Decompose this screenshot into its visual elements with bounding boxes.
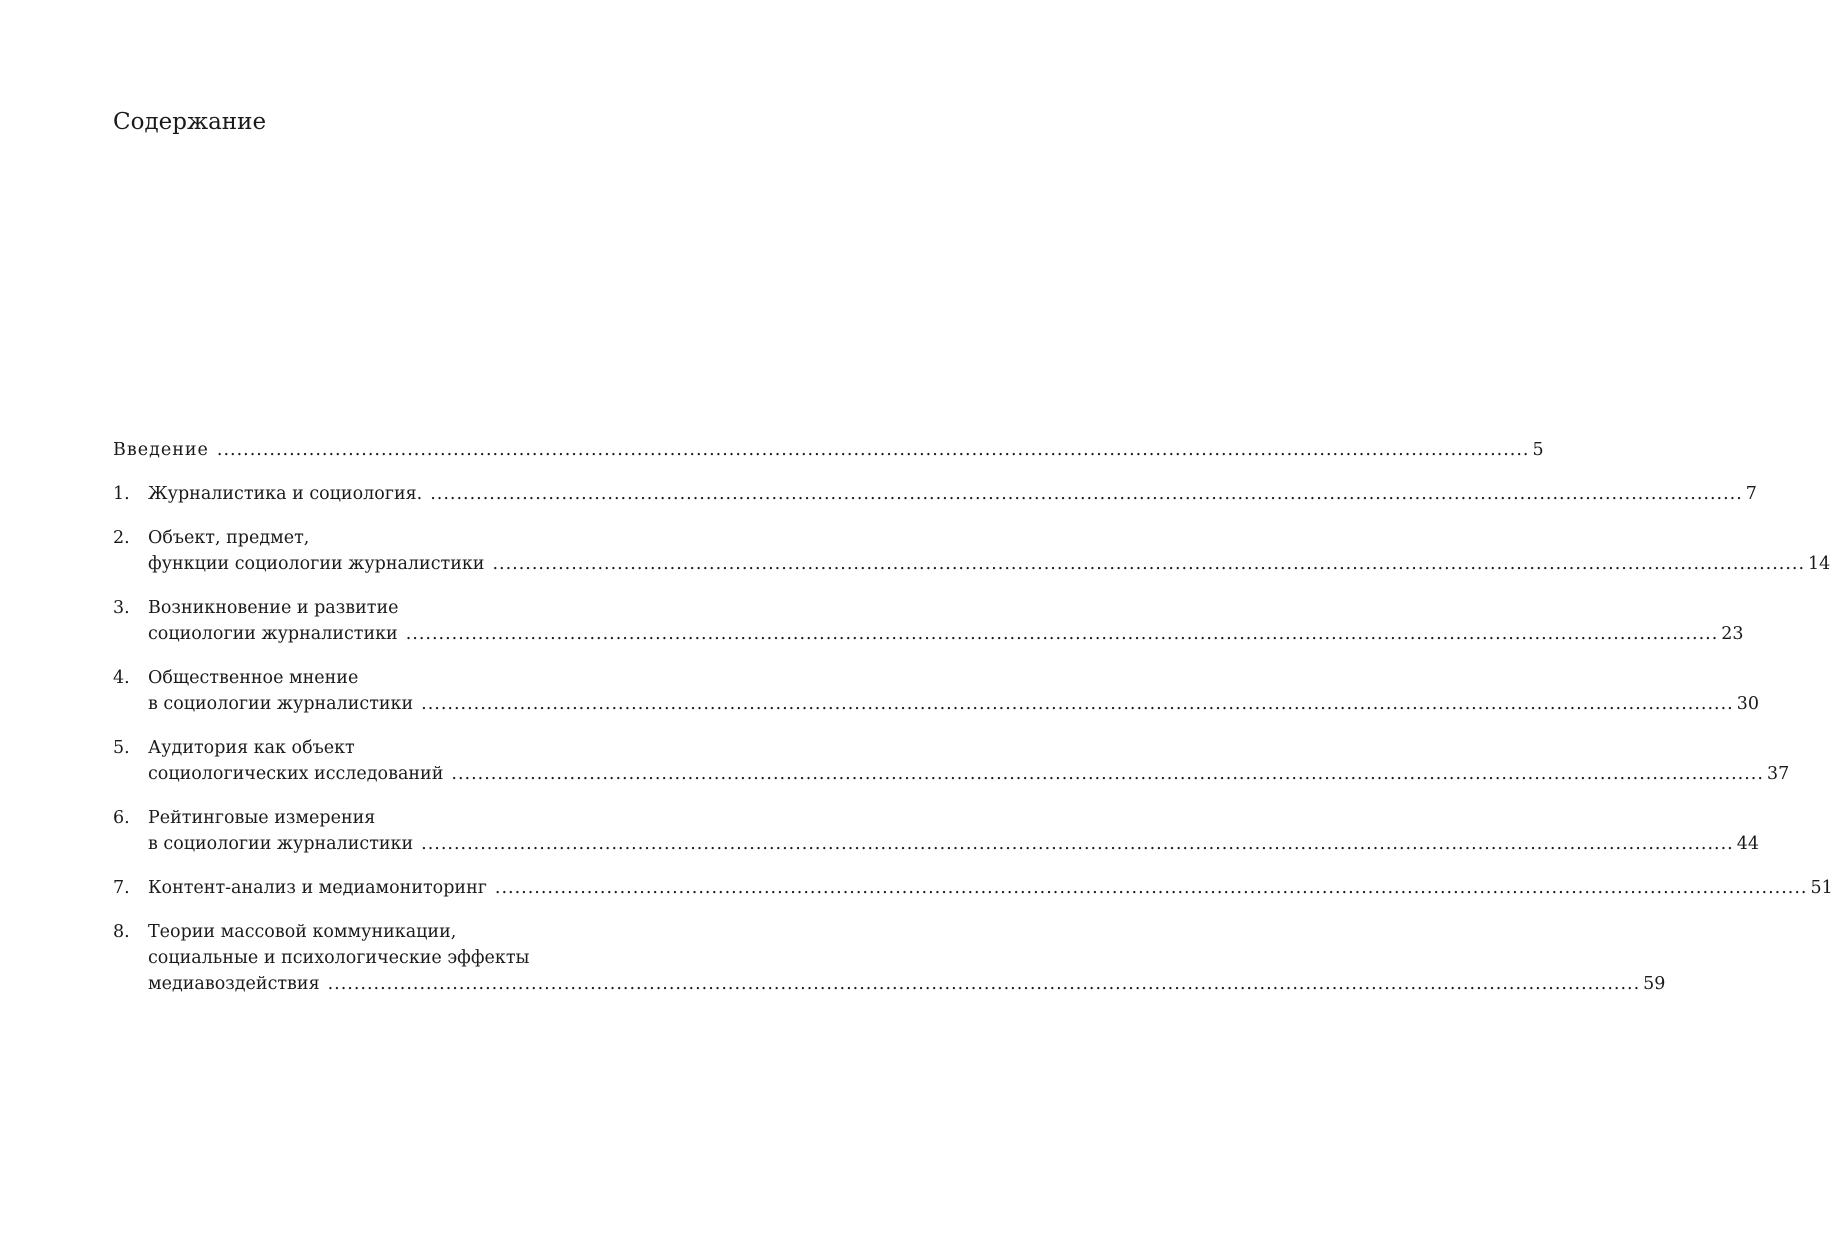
toc-entry-intro[interactable] bbox=[113, 437, 1544, 463]
toc-chapter-number: 2. bbox=[113, 528, 130, 548]
toc-entry-title: Аудитория как объект bbox=[148, 738, 355, 758]
toc-entry-title: медиавоздействия bbox=[148, 974, 320, 994]
toc-page-number: 23 bbox=[1721, 624, 1744, 644]
toc-entry-title: Объект, предмет, bbox=[148, 528, 310, 548]
page-title: Содержание bbox=[113, 109, 267, 135]
leader-dots: ........................................................................................................................................................................................................ bbox=[430, 484, 1743, 504]
toc-page-number: 44 bbox=[1736, 834, 1759, 854]
toc-entry-chapter-3[interactable] bbox=[113, 595, 1744, 647]
toc-entry-title: функции социологии журналистики bbox=[148, 554, 485, 574]
leader-dots: ........................................................................................................................................................................................................ bbox=[492, 554, 1806, 574]
toc-entry-title: в социологии журналистики bbox=[148, 834, 414, 854]
toc-entry-chapter-1[interactable] bbox=[113, 481, 1757, 507]
toc-entry-title: Контент-анализ и медиамониторинг bbox=[148, 878, 487, 898]
leader-dots: ........................................................................................................................................................................................................ bbox=[216, 440, 1530, 460]
toc-entry-title: Рейтинговые измерения bbox=[148, 808, 376, 828]
toc-chapter-number: 1. bbox=[113, 484, 130, 504]
toc-entry-title: Теории массовой коммуникации, bbox=[148, 922, 457, 942]
leader-dots: ........................................................................................................................................................................................................ bbox=[421, 694, 1734, 714]
leader-dots: ........................................................................................................................................................................................................ bbox=[421, 834, 1734, 854]
toc-entry-chapter-7[interactable] bbox=[113, 875, 1833, 901]
leader-dots: ........................................................................................................................................................................................................ bbox=[327, 974, 1641, 994]
toc-entry-chapter-5[interactable] bbox=[113, 735, 1790, 787]
toc-chapter-number: 4. bbox=[113, 668, 130, 688]
toc-entry-title: Журналистика и социология. bbox=[148, 484, 423, 504]
toc-entry-title: социальные и психологические эффекты bbox=[148, 948, 530, 968]
toc-chapter-number: 6. bbox=[113, 808, 130, 828]
toc-page-number: 30 bbox=[1736, 694, 1759, 714]
toc-entry-chapter-4[interactable] bbox=[113, 665, 1759, 717]
toc-page-number: 14 bbox=[1808, 554, 1831, 574]
toc-entry-title: социологических исследований bbox=[148, 764, 444, 784]
leader-dots: ........................................................................................................................................................................................................ bbox=[494, 878, 1808, 898]
toc-entry-chapter-8[interactable] bbox=[113, 919, 1666, 997]
toc-entry-title: Общественное мнение bbox=[148, 668, 359, 688]
toc-chapter-number: 8. bbox=[113, 922, 130, 942]
toc-page-number: 5 bbox=[1532, 440, 1544, 460]
toc-entry-chapter-2[interactable] bbox=[113, 525, 1831, 577]
toc-page-number: 59 bbox=[1643, 974, 1666, 994]
toc-entry-title: в социологии журналистики bbox=[148, 694, 414, 714]
toc-entry-title: Введение bbox=[113, 440, 209, 460]
leader-dots: ........................................................................................................................................................................................................ bbox=[405, 624, 1719, 644]
toc-page-number: 37 bbox=[1766, 764, 1790, 784]
toc-entry-title: Возникновение и развитие bbox=[148, 598, 399, 618]
leader-dots: ........................................................................................................................................................................................................ bbox=[451, 764, 1764, 784]
toc-chapter-number: 7. bbox=[113, 878, 130, 898]
toc-chapter-number: 5. bbox=[113, 738, 130, 758]
toc-entry-chapter-6[interactable] bbox=[113, 805, 1759, 857]
toc-chapter-number: 3. bbox=[113, 598, 130, 618]
toc-page-number: 7 bbox=[1745, 484, 1757, 504]
toc-entry-title: социологии журналистики bbox=[148, 624, 398, 644]
toc-page-number: 51 bbox=[1810, 878, 1833, 898]
